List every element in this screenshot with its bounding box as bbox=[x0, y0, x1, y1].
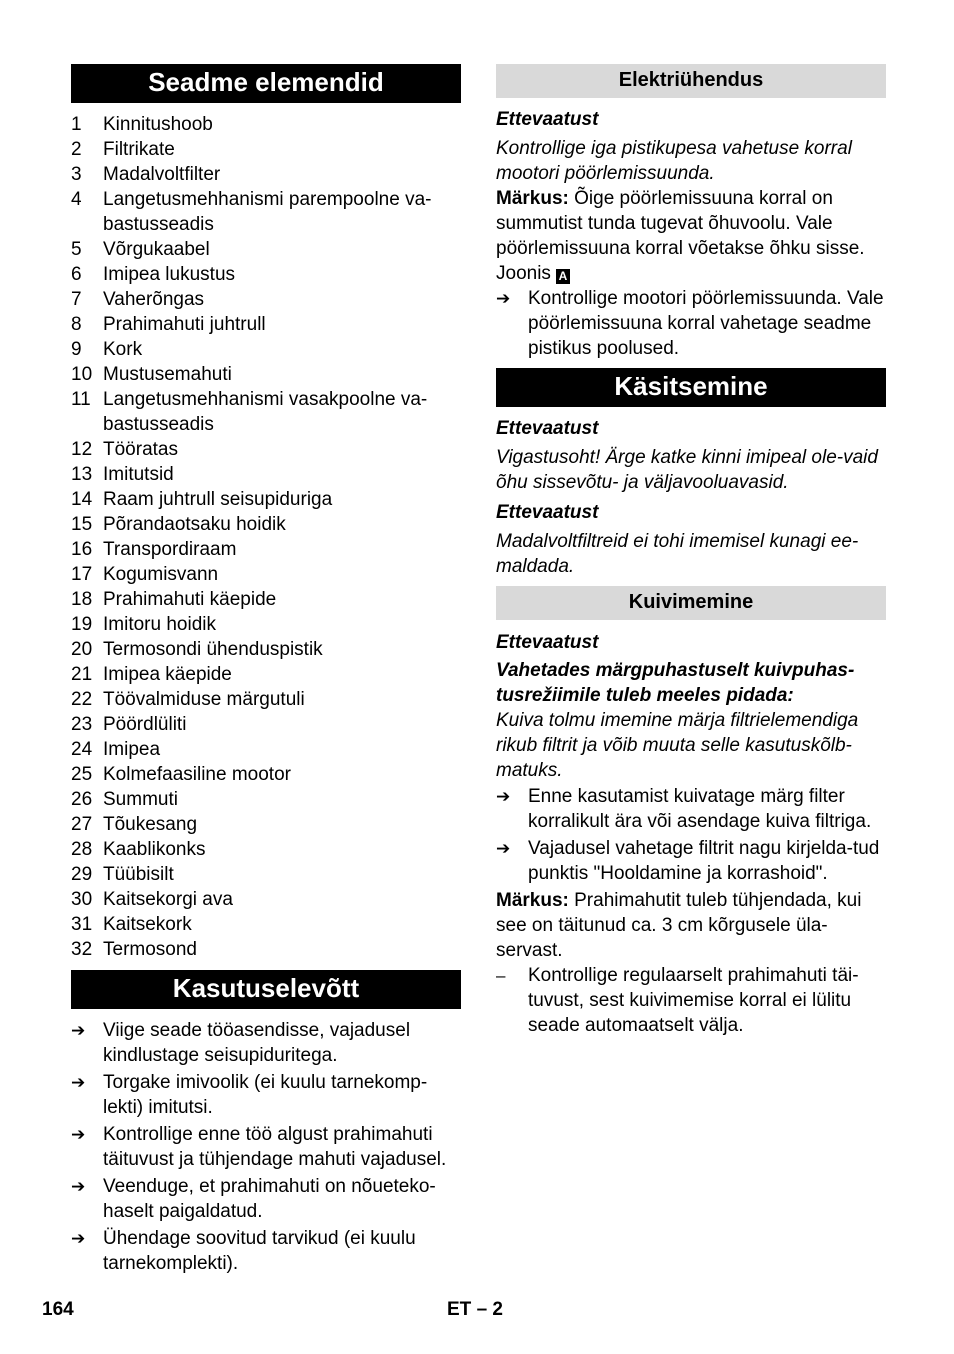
item-number: 22 bbox=[71, 689, 93, 710]
item-text: Tõukesang bbox=[103, 814, 198, 835]
list-item bbox=[71, 187, 461, 237]
item-number: 8 bbox=[71, 314, 82, 335]
caution-label-1: Ettevaatust bbox=[496, 109, 599, 130]
item-number: 2 bbox=[71, 139, 82, 160]
page-number: 164 bbox=[42, 1299, 74, 1320]
item-text: Pöördlüliti bbox=[103, 714, 187, 735]
step-item bbox=[71, 1122, 461, 1172]
item-number: 18 bbox=[71, 589, 93, 610]
item-number: 9 bbox=[71, 339, 82, 360]
arrow-icon: ➔ bbox=[71, 1073, 86, 1092]
list-item bbox=[71, 287, 461, 312]
step-text: Ühendage soovitud tarvikud (ei kuulu tarnekomplekti). bbox=[103, 1228, 416, 1274]
list-item bbox=[71, 337, 461, 362]
item-text: Langetusmehhanismi vasakpoolne va-bastusseadis bbox=[103, 389, 428, 435]
item-text: Termosondi ühenduspistik bbox=[103, 639, 323, 660]
step-text: Kontrollige mootori pöörlemissuunda. Vale pöörlemissuuna korral vahetage seadme pistikus poolused. bbox=[528, 288, 884, 359]
item-number: 24 bbox=[71, 739, 93, 760]
list-item bbox=[71, 362, 461, 387]
item-number: 28 bbox=[71, 839, 93, 860]
item-text: Imitutsid bbox=[103, 464, 174, 485]
item-number: 7 bbox=[71, 289, 82, 310]
step-item bbox=[71, 1018, 461, 1068]
list-item bbox=[71, 612, 461, 637]
item-text: Imipea bbox=[103, 739, 161, 760]
item-number: 32 bbox=[71, 939, 93, 960]
note-label: Märkus: bbox=[496, 188, 569, 209]
item-text: Kork bbox=[103, 339, 143, 360]
item-text: Madalvoltfilter bbox=[103, 164, 221, 185]
list-item bbox=[71, 812, 461, 837]
item-number: 21 bbox=[71, 664, 93, 685]
arrow-icon: ➔ bbox=[71, 1125, 86, 1144]
list-item bbox=[71, 912, 461, 937]
item-text: Põrandaotsaku hoidik bbox=[103, 514, 286, 535]
caution-label-3: Ettevaatust bbox=[496, 502, 599, 523]
dash-mark: – bbox=[496, 966, 506, 985]
arrow-icon: ➔ bbox=[71, 1021, 86, 1040]
list-item bbox=[71, 387, 461, 437]
item-number: 15 bbox=[71, 514, 93, 535]
item-text: Imipea käepide bbox=[103, 664, 232, 685]
item-number: 26 bbox=[71, 789, 93, 810]
step-item bbox=[496, 784, 886, 834]
kasutuselevott-steps bbox=[71, 1018, 461, 1276]
dash-list bbox=[496, 963, 886, 1038]
note-text: Õige pöörlemissuuna korral on summutist tunda tugevat õhuvoolu. Vale pöörlemissuuna korral võetakse õhku sisse. bbox=[496, 188, 865, 259]
list-item bbox=[71, 837, 461, 862]
note-paragraph bbox=[496, 186, 886, 286]
arrow-icon: ➔ bbox=[496, 839, 511, 858]
item-text: Imipea lukustus bbox=[103, 264, 236, 285]
list-item bbox=[71, 237, 461, 262]
lang-code: ET bbox=[447, 1299, 472, 1320]
list-item bbox=[71, 262, 461, 287]
heading-seadme-elemendid: Seadme elemendid bbox=[71, 64, 461, 103]
item-number: 31 bbox=[71, 914, 93, 935]
item-number: 29 bbox=[71, 864, 93, 885]
item-text: Kaitsekork bbox=[103, 914, 192, 935]
elektri-steps bbox=[496, 286, 886, 361]
step-text: Kontrollige enne töö algust prahimahuti täituvust ja tühjendage mahuti vajadusel. bbox=[103, 1124, 447, 1170]
item-number: 1 bbox=[71, 114, 82, 135]
arrow-icon: ➔ bbox=[496, 289, 511, 308]
list-item bbox=[71, 787, 461, 812]
step-text: Torgake imivoolik (ei kuulu tarnekomp-lekti) imitutsi. bbox=[103, 1072, 428, 1118]
caution-label-4: Ettevaatust bbox=[496, 632, 599, 653]
caution-text-1: Kontrollige iga pistikupesa vahetuse korral mootori pöörlemissuunda. bbox=[496, 138, 852, 184]
step-text: Viige seade tööasendisse, vajadusel kindlustage seisupiduritega. bbox=[103, 1020, 411, 1066]
item-number: 13 bbox=[71, 464, 93, 485]
step-text: Enne kasutamist kuivatage märg filter korralikult ära või asendage kuiva filtriga. bbox=[528, 786, 872, 832]
item-text: Vaherõngas bbox=[103, 289, 205, 310]
list-item bbox=[71, 712, 461, 737]
item-number: 11 bbox=[71, 389, 91, 410]
item-text: Langetusmehhanismi parempoolne va-bastusseadis bbox=[103, 189, 432, 235]
dash-item bbox=[496, 963, 886, 1038]
figure-ref: Joonis bbox=[496, 263, 551, 284]
caution-bold-4: Vahetades märgpuhastuselt kuivpuhas-tusrežiimile tuleb meeles pidada: bbox=[496, 660, 855, 706]
item-number: 6 bbox=[71, 264, 82, 285]
right-column bbox=[496, 64, 886, 1040]
kuivimemine-steps bbox=[496, 784, 886, 886]
list-item bbox=[71, 937, 461, 962]
item-text: Tööratas bbox=[103, 439, 178, 460]
section-ref: – 2 bbox=[476, 1299, 503, 1320]
step-item bbox=[496, 286, 886, 361]
list-item bbox=[71, 687, 461, 712]
list-item bbox=[71, 537, 461, 562]
list-item bbox=[71, 137, 461, 162]
item-number: 19 bbox=[71, 614, 93, 635]
item-text: Töövalmiduse märgutuli bbox=[103, 689, 305, 710]
item-text: Võrgukaabel bbox=[103, 239, 210, 260]
element-list bbox=[71, 112, 461, 962]
item-text: Kogumisvann bbox=[103, 564, 219, 585]
item-text: Kinnitushoob bbox=[103, 114, 213, 135]
caution-label-2: Ettevaatust bbox=[496, 418, 599, 439]
item-text: Kolmefaasiline mootor bbox=[103, 764, 291, 785]
item-number: 10 bbox=[71, 364, 93, 385]
caution-text-4: Kuiva tolmu imemine märja filtrielemendiga rikub filtrit ja võib muuta selle kasutuskõlb-matuks. bbox=[496, 710, 859, 781]
dash-text: Kontrollige regulaarselt prahimahuti täi-tuvust, sest kuivimemise korral ei lülitu seade automaatselt välja. bbox=[528, 965, 859, 1036]
note2-label: Märkus: bbox=[496, 890, 569, 911]
item-text: Kaitsekorgi ava bbox=[103, 889, 233, 910]
list-item bbox=[71, 112, 461, 137]
left-column bbox=[71, 64, 461, 1278]
list-item bbox=[71, 437, 461, 462]
list-item bbox=[71, 587, 461, 612]
item-number: 14 bbox=[71, 489, 93, 510]
item-number: 3 bbox=[71, 164, 82, 185]
item-text: Raam juhtrull seisupiduriga bbox=[103, 489, 333, 510]
item-text: Transpordiraam bbox=[103, 539, 237, 560]
item-number: 17 bbox=[71, 564, 93, 585]
step-item bbox=[496, 836, 886, 886]
list-item bbox=[71, 862, 461, 887]
step-text: Vajadusel vahetage filtrit nagu kirjelda-tud punktis "Hooldamine ja korrashoid". bbox=[528, 838, 880, 884]
step-item bbox=[71, 1226, 461, 1276]
item-number: 23 bbox=[71, 714, 93, 735]
step-item bbox=[71, 1174, 461, 1224]
list-item bbox=[71, 462, 461, 487]
caution-text-3: Madalvoltfiltreid ei tohi imemisel kunagi ee-maldada. bbox=[496, 531, 859, 577]
list-item bbox=[71, 562, 461, 587]
list-item bbox=[71, 312, 461, 337]
list-item bbox=[71, 887, 461, 912]
caution-text-2: Vigastusoht! Ärge katke kinni imipeal ole-vaid õhu sissevõtu- ja väljavooluavasid. bbox=[496, 447, 878, 493]
list-item bbox=[71, 487, 461, 512]
list-item bbox=[71, 737, 461, 762]
arrow-icon: ➔ bbox=[71, 1177, 86, 1196]
item-number: 27 bbox=[71, 814, 93, 835]
item-number: 30 bbox=[71, 889, 93, 910]
list-item bbox=[71, 162, 461, 187]
item-number: 16 bbox=[71, 539, 93, 560]
item-number: 25 bbox=[71, 764, 93, 785]
note2-text: Prahimahutit tuleb tühjendada, kui see on täitunud ca. 3 cm kõrgusele üla-servast. bbox=[496, 890, 862, 961]
item-text: Mustusemahuti bbox=[103, 364, 232, 385]
item-number: 12 bbox=[71, 439, 93, 460]
item-text: Imitoru hoidik bbox=[103, 614, 216, 635]
item-text: Filtrikate bbox=[103, 139, 175, 160]
heading-kasitsemine: Käsitsemine bbox=[496, 368, 886, 407]
step-text: Veenduge, et prahimahuti on nõueteko-haselt paigaldatud. bbox=[103, 1176, 436, 1222]
item-text: Tüübisilt bbox=[103, 864, 174, 885]
figure-letter-box: A bbox=[556, 269, 570, 284]
item-number: 4 bbox=[71, 189, 82, 210]
list-item bbox=[71, 662, 461, 687]
item-text: Summuti bbox=[103, 789, 178, 810]
heading-kuivimemine: Kuivimemine bbox=[496, 586, 886, 620]
arrow-icon: ➔ bbox=[496, 787, 511, 806]
step-item bbox=[71, 1070, 461, 1120]
item-number: 20 bbox=[71, 639, 93, 660]
list-item bbox=[71, 512, 461, 537]
list-item bbox=[71, 637, 461, 662]
footer-section bbox=[447, 1297, 503, 1322]
heading-elektriuhendus: Elektriühendus bbox=[496, 64, 886, 98]
note2-paragraph bbox=[496, 888, 886, 963]
item-text: Kaablikonks bbox=[103, 839, 206, 860]
list-item bbox=[71, 762, 461, 787]
heading-kasutuselevott: Kasutuselevõtt bbox=[71, 970, 461, 1009]
item-number: 5 bbox=[71, 239, 82, 260]
item-text: Prahimahuti juhtrull bbox=[103, 314, 266, 335]
item-text: Prahimahuti käepide bbox=[103, 589, 277, 610]
arrow-icon: ➔ bbox=[71, 1229, 86, 1248]
item-text: Termosond bbox=[103, 939, 197, 960]
